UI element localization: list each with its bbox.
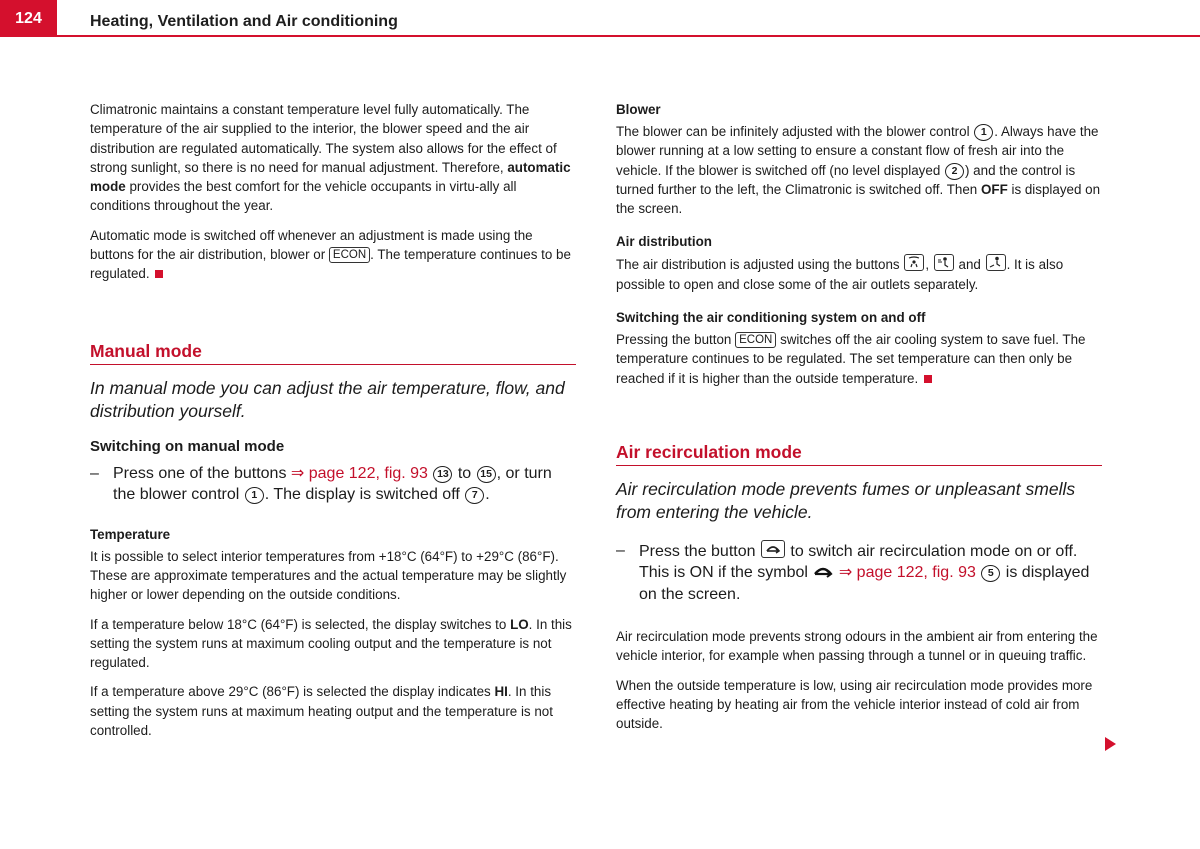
chapter-title: Heating, Ventilation and Air conditioning — [90, 13, 398, 30]
blower-text-3: ) and the control is turned further to the left, the Climatronic is switched off. Then — [616, 162, 1076, 197]
intro1-text: Climatronic maintains a constant temperature level fully automatically. The temperature of the air supplied to the interior, the blower speed and the air distribution are regulated automatically. The system also allows for the effect of strong sunlight, so there is no need for manual adjustment. Therefore, — [90, 102, 557, 175]
air-recirculation-step — [616, 540, 1102, 605]
callout-5: 5 — [981, 565, 1000, 582]
blower-text-2: . Always have the blower running at a low setting to ensure a constant flow of fresh air into the vehicle. If the blower is switched off (no level displayed — [616, 124, 1099, 178]
step1-text: Press one of the buttons — [113, 464, 291, 482]
recirc-step-text-end: is displayed on the screen. — [639, 563, 1090, 603]
callout-2: 2 — [945, 163, 964, 180]
page-reference-link[interactable]: ⇒ page 122, fig. 93 — [834, 563, 976, 581]
intro-paragraph-2 — [90, 226, 576, 284]
air-recirculation-paragraph-2: When the outside temperature is low, using air recirculation mode provides more effective heating by heating air from the vehicle interior instead of cold air from outside. — [616, 677, 1093, 732]
airdist-text: The air distribution is adjusted using the buttons — [616, 257, 904, 273]
econ-key-label: ECON — [735, 332, 776, 348]
intro1-text-end: provides the best comfort for the vehicle occupants in virtu-ally all conditions throughout the year. — [90, 179, 517, 214]
blower-paragraph — [616, 122, 1102, 218]
temperature-paragraph-2 — [90, 615, 576, 673]
ac-text: Pressing the button — [616, 332, 736, 348]
temp2-text-end: . In this setting the system runs at maximum cooling output and the temperature is not regulated. — [90, 616, 572, 671]
callout-7: 7 — [465, 487, 484, 504]
air-recirculation-paragraph-1: Air recirculation mode prevents strong odours in the ambient air from entering the vehicle interior, for example when passing through a tunnel or in queuing traffic. — [616, 628, 1098, 664]
air-recirculation-lead: Air recirculation mode prevents fumes or unpleasant smells from entering the vehicle. — [616, 478, 1076, 522]
lo-term: LO — [510, 616, 529, 632]
temp3-text: If a temperature above 29°C (86°F) is selected the display indicates — [90, 684, 495, 700]
callout-1: 1 — [974, 124, 993, 141]
blower-text-end: is displayed on the screen. — [616, 181, 1101, 217]
blower-heading: Blower — [616, 102, 661, 117]
air-distribution-paragraph — [616, 254, 1102, 294]
airdist-text-end: . It is also possible to open and close some of the air outlets separately. — [616, 257, 1064, 292]
air-distribution-footwell-icon — [986, 254, 1006, 271]
econ-key-label: ECON — [329, 247, 370, 263]
air-recirculation-heading: Air recirculation mode — [616, 441, 1102, 466]
ac-switch-heading: Switching the air conditioning system on and off — [616, 310, 926, 326]
intro2-text-end: . The temperature continues to be regulated. — [90, 247, 571, 282]
recirc-step-text-2: to switch air recirculation mode on or off. This is ON if the symbol — [639, 542, 1078, 581]
manual-mode-lead: In manual mode you can adjust the air temperature, flow, and distribution yourself. — [90, 377, 565, 421]
header-rule — [57, 35, 1200, 37]
ac-text-end: switches off the air cooling system to save fuel. The temperature continues to be regulated. The set temperature can then only be reached if it is higher than the outside temperature. — [616, 332, 1086, 386]
intro2-text: Automatic mode is switched off whenever an adjustment is made using the buttons for the air distribution, blower or — [90, 227, 533, 263]
continued-arrow-icon — [1105, 737, 1116, 751]
page-number: 124 — [0, 0, 57, 37]
step-dash: – — [616, 541, 625, 559]
callout-1: 1 — [245, 487, 264, 504]
end-of-section-icon — [155, 270, 163, 278]
air-distribution-heading: Air distribution — [616, 234, 712, 250]
callout-15: 15 — [477, 466, 496, 483]
step1-to: to — [453, 464, 476, 482]
manual-mode-heading: Manual mode — [90, 340, 576, 365]
temp2-text: If a temperature below 18°C (64°F) is selected, the display switches to — [90, 616, 511, 632]
blower-text: The blower can be infinitely adjusted with the blower control — [616, 124, 974, 139]
switching-manual-heading: Switching on manual mode — [90, 437, 285, 455]
step1-text-2: , or turn the blower control — [113, 464, 552, 503]
air-recirculation-icon — [761, 540, 785, 558]
air-distribution-upper-body-icon — [934, 254, 954, 271]
step-dash: – — [90, 464, 99, 482]
right-column — [616, 100, 1102, 743]
ac-switch-paragraph — [616, 330, 1102, 388]
temperature-paragraph-1: It is possible to select interior temperatures from +18°C (64°F) to +29°C (86°F). These are approximate temperatures and the actual temperature may be slightly higher or lower depending on the outside conditions. — [90, 548, 567, 603]
intro-paragraph-1 — [90, 100, 576, 216]
step1-text-end: . — [485, 485, 490, 503]
air-distribution-windscreen-icon — [904, 254, 924, 271]
page-header — [0, 0, 1200, 36]
temperature-heading: Temperature — [90, 526, 171, 542]
off-term: OFF — [980, 181, 1008, 197]
step1-text-3: . The display is switched off — [264, 485, 465, 503]
recirc-step-text: Press the button — [639, 542, 760, 560]
page-reference-link[interactable]: ⇒ page 122, fig. 93 — [290, 464, 428, 482]
temp3-text-end: . In this setting the system runs at maximum heating output and the temperature is not controlled. — [90, 684, 553, 739]
left-column — [90, 100, 576, 750]
airdist-separator: , — [925, 257, 933, 273]
manual-mode-step — [90, 463, 576, 505]
callout-13: 13 — [433, 466, 452, 483]
automatic-mode-term: automatic mode — [90, 159, 571, 195]
airdist-and: and — [954, 257, 985, 273]
temperature-paragraph-3 — [90, 682, 576, 740]
air-recirculation-symbol-icon — [812, 563, 834, 584]
end-of-section-icon — [924, 375, 932, 383]
hi-term: HI — [494, 684, 508, 700]
